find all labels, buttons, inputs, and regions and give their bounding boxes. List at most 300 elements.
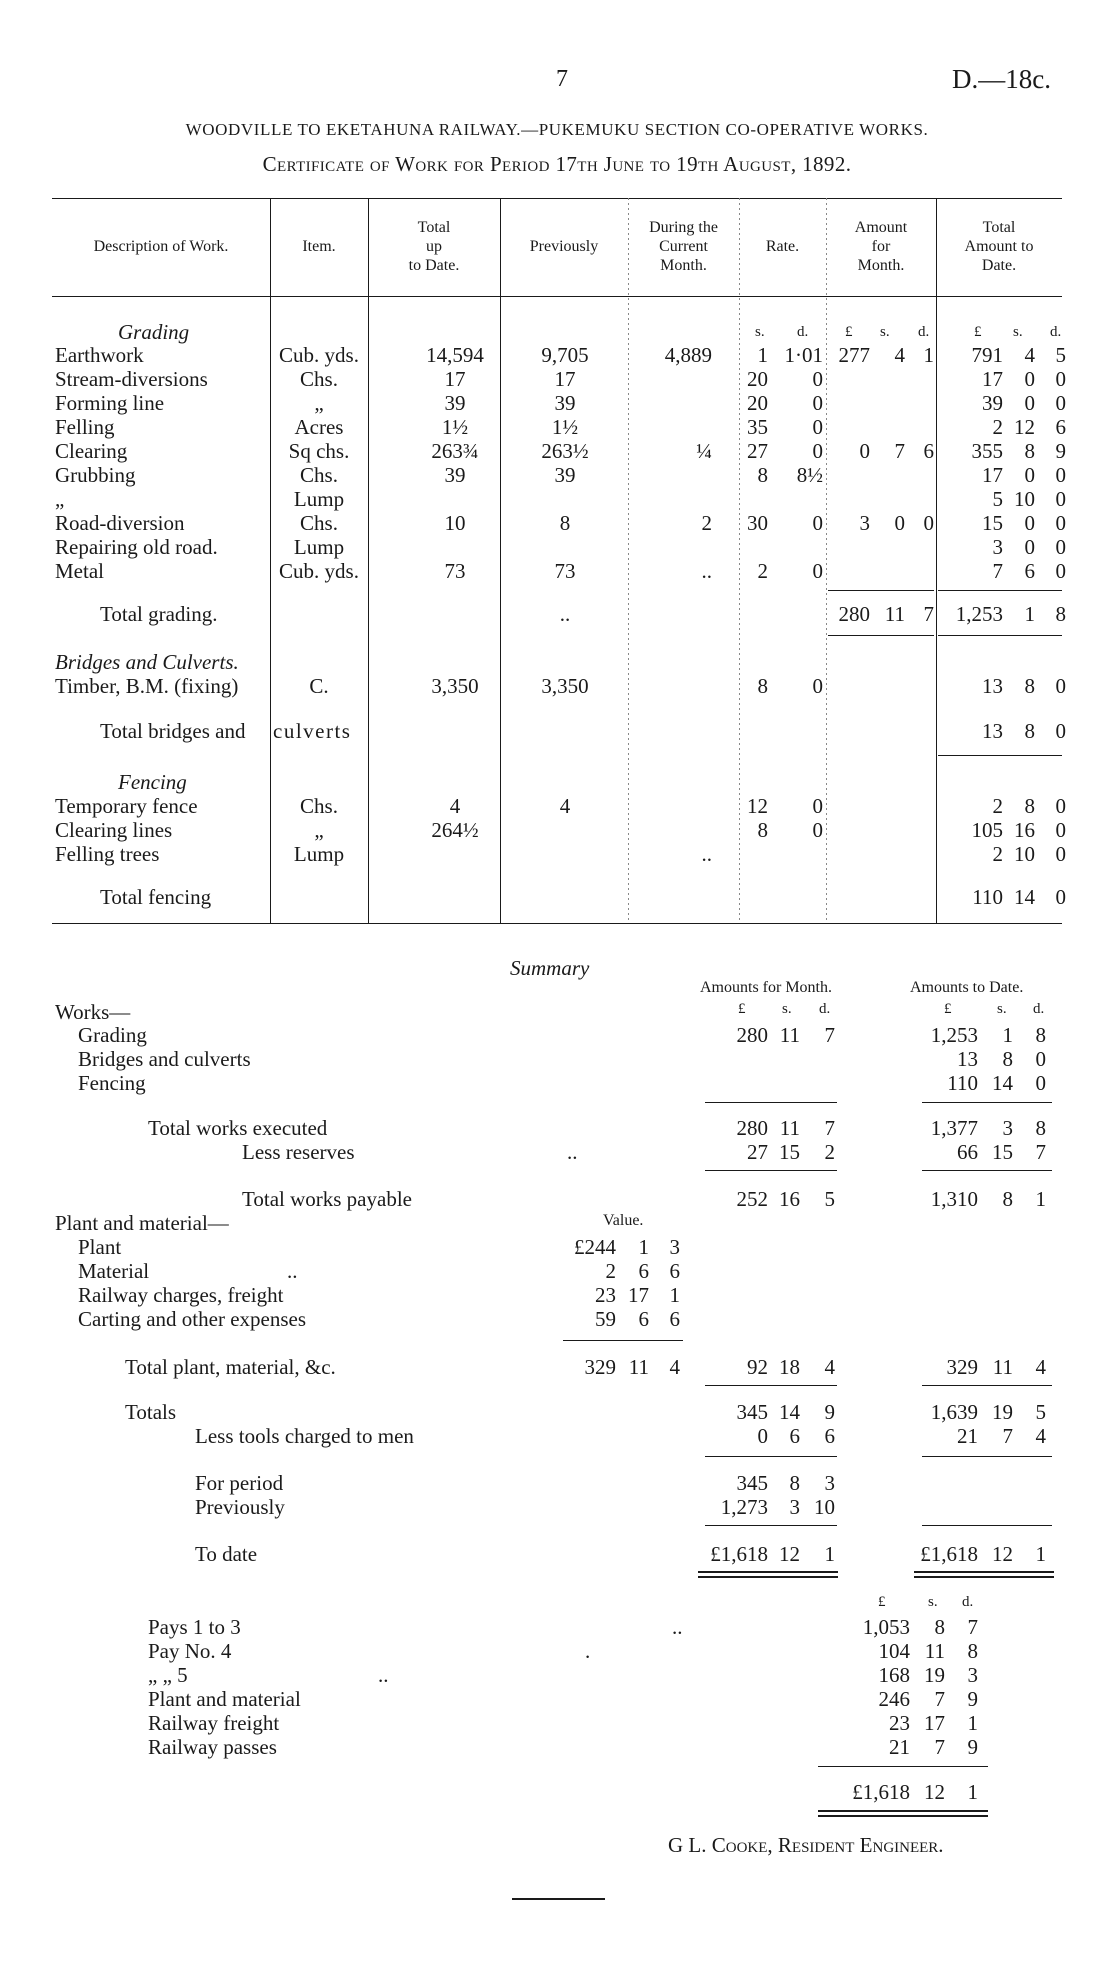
row-rate-s: 30 (747, 511, 768, 535)
subtotal-rule (828, 635, 934, 636)
plant-item-label: Material (78, 1259, 150, 1283)
month-pence: 2 (824, 1140, 835, 1164)
row-rate-d: 0 (812, 511, 823, 535)
row-total-pounds: 39 (982, 391, 1003, 415)
row-total-pence: 0 (1055, 391, 1066, 415)
sum-rule (922, 1170, 1052, 1171)
row-amount-pounds: 3 (859, 511, 870, 535)
pays-total-pounds: £1,618 (852, 1780, 910, 1804)
row-total-pence: 0 (1055, 818, 1066, 842)
pay-pence: 9 (967, 1735, 978, 1759)
row-total-shillings: 6 (1024, 559, 1035, 583)
pay-pounds: 104 (878, 1639, 910, 1663)
row-item: Lump (293, 535, 345, 559)
month-shillings: 6 (789, 1424, 800, 1448)
month-pounds: 280 (736, 1023, 768, 1047)
plant-item-label: Plant (78, 1235, 122, 1259)
date-shillings: 19 (992, 1400, 1013, 1424)
row-total-pence: 0 (1055, 559, 1066, 583)
row-previously: 3,350 (541, 674, 589, 698)
date-pence: 0 (1035, 1071, 1046, 1095)
row-rate-d: 0 (812, 391, 823, 415)
value-pounds: 59 (595, 1307, 616, 1331)
row-total-pence: 9 (1055, 439, 1066, 463)
total-bridges-label-cont: culverts (273, 719, 352, 743)
row-item: Cub. yds. (279, 343, 359, 367)
end-rule (512, 1898, 605, 1900)
row-total-to-date: 264½ (431, 818, 479, 842)
row-total-pounds: 7 (992, 559, 1003, 583)
col-date-heading: Amounts to Date. (910, 979, 1024, 996)
date-pence: 4 (1035, 1424, 1046, 1448)
row-total-to-date: 263¾ (431, 439, 479, 463)
date-shillings: 12 (992, 1542, 1013, 1566)
row-item: Lump (293, 842, 345, 866)
pay-dots: . (585, 1639, 591, 1663)
row-total-shillings: 12 (1014, 415, 1035, 439)
date-d-unit: d. (1033, 1001, 1045, 1017)
value-shillings: 17 (628, 1283, 649, 1307)
month-pence: 7 (824, 1023, 835, 1047)
sum-rule (705, 1102, 837, 1103)
date-shillings: 11 (992, 1355, 1013, 1379)
row-description: Earthwork (55, 343, 144, 367)
total-fencing-pounds: 110 (972, 885, 1003, 909)
month-pounds: 0 (757, 1424, 768, 1448)
previously-label: Previously (195, 1495, 285, 1519)
pay-label: Pays 1 to 3 (148, 1615, 241, 1639)
row-description: Clearing (55, 439, 128, 463)
double-rule (818, 1810, 988, 1812)
totals-label: Totals (125, 1400, 177, 1424)
row-rate-d: 0 (812, 367, 823, 391)
month-shillings: 16 (779, 1187, 800, 1211)
row-amount-pence: 6 (923, 439, 934, 463)
pay-pence: 7 (967, 1615, 978, 1639)
pay-pounds: 23 (889, 1711, 910, 1735)
row-rate-d: 0 (812, 674, 823, 698)
rate-d-unit: d. (797, 324, 809, 340)
row-item: Cub. yds. (279, 559, 359, 583)
less-reserves-label: Less reserves (242, 1140, 355, 1164)
table-top-rule (52, 198, 1062, 199)
row-previously: 17 (554, 367, 576, 391)
pay-shillings: 7 (934, 1687, 945, 1711)
row-current-month: 2 (701, 511, 712, 535)
date-pence: 5 (1035, 1400, 1046, 1424)
row-rate-s: 8 (757, 463, 768, 487)
row-amount-pounds: 277 (838, 343, 870, 367)
date-pounds: 110 (947, 1071, 978, 1095)
sum-rule (705, 1456, 837, 1457)
row-description: Clearing lines (55, 818, 173, 842)
pay-label: Railway freight (148, 1711, 280, 1735)
month-pounds: 280 (736, 1116, 768, 1140)
sum-rule (705, 1525, 837, 1526)
value-pounds: 2 (605, 1259, 616, 1283)
row-total-pounds: 13 (982, 674, 1003, 698)
row-total-to-date: 1½ (441, 415, 469, 439)
row-previously: 73 (554, 559, 576, 583)
works-item-label: Bridges and culverts (78, 1047, 251, 1071)
date-s-unit: s. (997, 1001, 1007, 1017)
value-pence: 1 (669, 1283, 680, 1307)
row-description: Forming line (55, 391, 165, 415)
pays-total-pence: 1 (967, 1780, 978, 1804)
pays-d-unit: d. (962, 1594, 974, 1610)
row-description: Felling trees (55, 842, 160, 866)
pay-pounds: 1,053 (862, 1615, 910, 1639)
total-s-unit: s. (1013, 324, 1023, 340)
row-total-shillings: 0 (1024, 391, 1035, 415)
header-previously: Previously (529, 238, 599, 255)
row-total-to-date: 3,350 (431, 674, 479, 698)
row-item: Lump (293, 487, 345, 511)
row-previously: 9,705 (541, 343, 589, 367)
row-item: Chs. (300, 794, 338, 818)
pay-pence: 9 (967, 1687, 978, 1711)
month-shillings: 8 (789, 1471, 800, 1495)
value-pounds: 329 (584, 1355, 616, 1379)
month-pounds: 345 (736, 1471, 768, 1495)
works-label: Works— (55, 1000, 131, 1024)
row-total-pounds: 3 (992, 535, 1003, 559)
month-pounds: 92 (747, 1355, 768, 1379)
header-current-month: During the Current Month. (649, 219, 718, 274)
row-rate-s: 35 (747, 415, 768, 439)
row-total-shillings: 0 (1024, 463, 1035, 487)
row-total-to-date: 10 (444, 511, 466, 535)
header-total-amount: Total Amount to Date. (964, 219, 1034, 274)
pay-pence: 8 (967, 1639, 978, 1663)
row-item: „ (314, 818, 324, 842)
plant-item-dots: .. (287, 1259, 298, 1283)
sum-rule (563, 1340, 683, 1341)
pay-pounds: 168 (878, 1663, 910, 1687)
row-total-pence: 5 (1055, 343, 1066, 367)
amount-d-unit: d. (918, 324, 930, 340)
row-total-pence: 0 (1055, 535, 1066, 559)
date-pounds: £1,618 (920, 1542, 978, 1566)
row-item: C. (309, 674, 329, 698)
row-description: Road-diversion (55, 511, 185, 535)
less-reserves-dots: .. (567, 1140, 578, 1164)
month-pound-unit: £ (738, 1001, 746, 1017)
month-pence: 7 (824, 1116, 835, 1140)
row-current-month: .. (701, 559, 712, 583)
double-rule (914, 1576, 1054, 1578)
row-current-month: .. (701, 842, 712, 866)
row-item: Chs. (300, 463, 338, 487)
row-current-month: 4,889 (664, 343, 712, 367)
row-total-shillings: 10 (1014, 487, 1035, 511)
total-grading-pounds: 1,253 (955, 602, 1003, 626)
subtotal-rule (938, 590, 1062, 591)
summary-heading: Summary (510, 956, 590, 980)
row-rate-d: 0 (812, 415, 823, 439)
section-heading-fencing: Fencing (118, 770, 187, 794)
row-rate-s: 20 (747, 367, 768, 391)
date-shillings: 8 (1002, 1187, 1013, 1211)
row-description: Metal (55, 559, 104, 583)
date-pounds: 329 (946, 1355, 978, 1379)
month-shillings: 18 (779, 1355, 800, 1379)
works-item-label: Grading (78, 1023, 147, 1047)
row-total-shillings: 0 (1024, 535, 1035, 559)
sum-rule (705, 1385, 837, 1386)
month-pence: 3 (824, 1471, 835, 1495)
header-total-to-date: Total up to Date. (408, 219, 460, 274)
row-rate-d: 8½ (796, 463, 823, 487)
sum-rule (705, 1170, 837, 1171)
row-total-to-date: 39 (444, 391, 466, 415)
row-item: „ (314, 391, 324, 415)
subtotal-rule (938, 635, 1062, 636)
row-total-shillings: 8 (1024, 674, 1035, 698)
sum-rule (922, 1385, 1052, 1386)
pay-dots: .. (672, 1615, 683, 1639)
total-bridges-label: Total bridges and (100, 719, 246, 743)
row-total-pence: 0 (1055, 463, 1066, 487)
total-fencing-pence: 0 (1055, 885, 1066, 909)
value-shillings: 11 (628, 1355, 649, 1379)
pay-label: „ „ 5 (148, 1663, 188, 1687)
pay-label: Plant and material (148, 1687, 301, 1711)
document-title: WOODVILLE TO EKETAHUNA RAILWAY.—PUKEMUKU SECTION CO-OPERATIVE WORKS. (185, 120, 929, 139)
amount-s-unit: s. (880, 324, 890, 340)
date-pounds: 1,253 (930, 1023, 978, 1047)
date-shillings: 14 (992, 1071, 1013, 1095)
pays-total-shillings: 12 (924, 1780, 945, 1804)
month-shillings: 11 (779, 1023, 800, 1047)
date-pounds: 66 (957, 1140, 978, 1164)
less-tools-label: Less tools charged to men (195, 1424, 414, 1448)
total-d-unit: d. (1050, 324, 1062, 340)
total-bridges-pence: 0 (1055, 719, 1066, 743)
row-previously: 39 (554, 391, 576, 415)
pay-label: Railway passes (148, 1735, 277, 1759)
total-grading-label: Total grading. (100, 602, 218, 626)
month-pounds: 27 (747, 1140, 768, 1164)
pay-pounds: 21 (889, 1735, 910, 1759)
row-total-shillings: 0 (1024, 511, 1035, 535)
signature: G L. Cooke, Resident Engineer. (668, 1833, 944, 1857)
to-date-label: To date (195, 1542, 258, 1566)
total-grading-pence: 8 (1055, 602, 1066, 626)
row-total-to-date: 39 (444, 463, 466, 487)
value-shillings: 1 (638, 1235, 649, 1259)
row-total-shillings: 8 (1024, 439, 1035, 463)
row-total-shillings: 10 (1014, 842, 1035, 866)
total-grading-amount-pence: 7 (923, 602, 934, 626)
month-pounds: 1,273 (720, 1495, 768, 1519)
row-amount-shillings: 0 (894, 511, 905, 535)
month-pence: 5 (824, 1187, 835, 1211)
pay-pounds: 246 (878, 1687, 910, 1711)
date-pounds: 1,310 (930, 1187, 978, 1211)
month-pence: 9 (824, 1400, 835, 1424)
subtotal-rule (938, 755, 1062, 756)
row-total-pence: 0 (1055, 511, 1066, 535)
date-pence: 0 (1035, 1047, 1046, 1071)
row-total-pounds: 2 (992, 794, 1003, 818)
date-shillings: 3 (1002, 1116, 1013, 1140)
value-pence: 3 (669, 1235, 680, 1259)
header-amount-month: Amount for Month. (854, 219, 908, 274)
row-previously: 4 (559, 794, 571, 818)
document-subtitle: Certificate of Work for Period 17th June to 19th August, 1892. (262, 152, 852, 176)
row-rate-s: 8 (757, 674, 768, 698)
row-previously: 39 (554, 463, 576, 487)
date-shillings: 8 (1002, 1047, 1013, 1071)
double-rule (698, 1571, 838, 1573)
header-item: Item. (302, 238, 336, 255)
row-previously: 1½ (551, 415, 579, 439)
row-total-pounds: 2 (992, 842, 1003, 866)
row-total-to-date: 17 (444, 367, 466, 391)
date-shillings: 15 (992, 1140, 1013, 1164)
sum-rule (922, 1525, 1052, 1526)
header-rate: Rate. (765, 238, 800, 255)
month-s-unit: s. (782, 1001, 792, 1017)
date-pound-unit: £ (944, 1001, 952, 1017)
table-header-rule (52, 296, 1062, 297)
pays-pound-unit: £ (878, 1594, 886, 1610)
row-description: Felling (55, 415, 115, 439)
row-description: Repairing old road. (55, 535, 218, 559)
for-period-label: For period (195, 1471, 284, 1495)
row-rate-d: 0 (812, 794, 823, 818)
row-description: Grubbing (55, 463, 136, 487)
pay-shillings: 17 (924, 1711, 945, 1735)
date-pence: 1 (1035, 1187, 1046, 1211)
date-pounds: 1,639 (930, 1400, 978, 1424)
pay-label: Pay No. 4 (148, 1639, 232, 1663)
row-description: Temporary fence (55, 794, 198, 818)
row-description: „ (55, 487, 65, 511)
total-grading-amount-shillings: 11 (884, 602, 905, 626)
total-fencing-shillings: 14 (1014, 885, 1035, 909)
plant-item-label: Railway charges, freight (78, 1283, 284, 1307)
pays-s-unit: s. (928, 1594, 938, 1610)
month-pence: 6 (824, 1424, 835, 1448)
row-item: Chs. (300, 367, 338, 391)
row-total-pounds: 105 (971, 818, 1003, 842)
row-previously: 8 (559, 511, 571, 535)
row-total-shillings: 4 (1024, 343, 1035, 367)
row-rate-s: 8 (757, 818, 768, 842)
row-total-pence: 0 (1055, 487, 1066, 511)
date-shillings: 1 (1002, 1023, 1013, 1047)
month-pence: 10 (814, 1495, 835, 1519)
pay-shillings: 7 (934, 1735, 945, 1759)
value-pence: 4 (669, 1355, 680, 1379)
value-shillings: 6 (638, 1307, 649, 1331)
row-total-pence: 6 (1055, 415, 1066, 439)
pay-pence: 3 (967, 1663, 978, 1687)
row-amount-pence: 0 (923, 511, 934, 535)
pay-pence: 1 (967, 1711, 978, 1735)
pays-rule (818, 1766, 988, 1767)
row-total-pence: 0 (1055, 367, 1066, 391)
row-total-pounds: 17 (982, 463, 1003, 487)
row-total-shillings: 0 (1024, 367, 1035, 391)
table-bottom-rule (52, 923, 1062, 924)
date-pence: 4 (1035, 1355, 1046, 1379)
double-rule (818, 1815, 988, 1817)
total-grading-amount-pounds: 280 (838, 602, 870, 626)
row-total-to-date: 14,594 (426, 343, 484, 367)
total-executed-label: Total works executed (148, 1116, 328, 1140)
row-total-pounds: 5 (992, 487, 1003, 511)
value-pounds: 23 (595, 1283, 616, 1307)
amount-pound-unit: £ (845, 324, 853, 340)
row-total-shillings: 8 (1024, 794, 1035, 818)
month-shillings: 15 (779, 1140, 800, 1164)
row-total-pounds: 15 (982, 511, 1003, 535)
row-item: Acres (294, 415, 344, 439)
row-description: Timber, B.M. (fixing) (55, 674, 239, 698)
date-pence: 7 (1035, 1140, 1046, 1164)
total-grading-shillings: 1 (1024, 602, 1035, 626)
date-pounds: 13 (957, 1047, 978, 1071)
sum-rule (922, 1102, 1052, 1103)
row-rate-d: 0 (812, 559, 823, 583)
date-pounds: 21 (957, 1424, 978, 1448)
pay-dots: .. (378, 1663, 389, 1687)
row-total-pounds: 2 (992, 415, 1003, 439)
row-description: Stream-diversions (55, 367, 208, 391)
row-rate-d: 0 (812, 439, 823, 463)
month-shillings: 11 (779, 1116, 800, 1140)
document-reference: D.—18c. (952, 64, 1051, 94)
value-heading: Value. (603, 1212, 644, 1229)
month-shillings: 14 (779, 1400, 800, 1424)
page-number: 7 (556, 66, 568, 92)
rate-s-unit: s. (755, 324, 765, 340)
row-amount-shillings: 4 (894, 343, 905, 367)
pay-shillings: 19 (924, 1663, 945, 1687)
double-rule (698, 1576, 838, 1578)
row-total-pounds: 355 (971, 439, 1003, 463)
row-item: Chs. (300, 511, 338, 535)
sum-rule (922, 1456, 1052, 1457)
month-pence: 1 (824, 1542, 835, 1566)
row-item: Sq chs. (288, 439, 350, 463)
row-total-pence: 0 (1055, 794, 1066, 818)
month-shillings: 12 (779, 1542, 800, 1566)
month-d-unit: d. (819, 1001, 831, 1017)
row-amount-shillings: 7 (894, 439, 905, 463)
month-pounds: £1,618 (710, 1542, 768, 1566)
value-pounds: £244 (574, 1235, 616, 1259)
total-grading-dots: .. (559, 602, 571, 626)
row-total-shillings: 16 (1014, 818, 1035, 842)
month-shillings: 3 (789, 1495, 800, 1519)
date-pounds: 1,377 (930, 1116, 978, 1140)
plant-label: Plant and material— (55, 1211, 229, 1235)
section-heading-grading: Grading (118, 320, 190, 344)
double-rule (914, 1571, 1054, 1573)
total-payable-label: Total works payable (242, 1187, 412, 1211)
total-plant-label: Total plant, material, &c. (125, 1355, 336, 1379)
subtotal-rule (828, 590, 934, 591)
row-rate-s: 27 (747, 439, 768, 463)
value-pence: 6 (669, 1307, 680, 1331)
date-shillings: 7 (1002, 1424, 1013, 1448)
total-pound-unit: £ (974, 324, 982, 340)
row-rate-s: 2 (757, 559, 768, 583)
